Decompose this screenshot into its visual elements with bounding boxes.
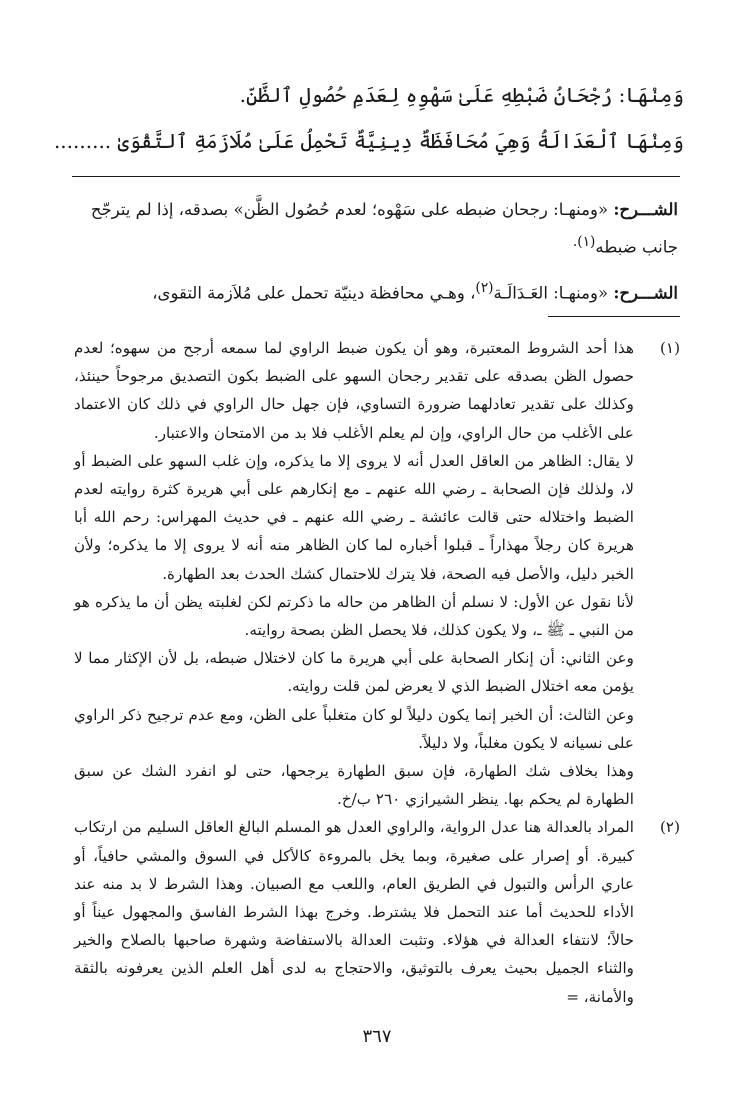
- footnotes: [74, 334, 680, 1011]
- verse-ellipsis: .........: [53, 129, 112, 153]
- footnote-paragraph: هذا أحد الشروط المعتبرة، وهو أن يكون ضبط الراوي لما سمعه أرجح من سهوه؛ لعدم حصول الظن بصدقه على تقدير رجحان السهو على الضبط بكون التصديق مرجوحاً حينئذ، وكذلك على تقدير تعادلهما ضرورة التساوي، فإن جهل حال الراوي في ذلك كان الاعتماد على الأغلب من حال الراوي، وإن لم يعلم الأغلب فلا بد من الامتحان والاعتبار.: [74, 339, 634, 442]
- footnote-paragraph: وهذا بخلاف شك الطهارة، فإن سبق الطهارة يرجحها، حتى لو انفرد الشك عن سبق الطهارة لم يحكم بها. ينظر الشيرازي ٢٦٠ ب/خ.: [74, 762, 634, 809]
- commentary-label: الشـــرح:: [613, 200, 678, 219]
- footnote-divider: [548, 316, 680, 317]
- footnote-1: [74, 334, 680, 813]
- commentary-label: الشـــرح:: [613, 283, 678, 303]
- footnote-ref: (١).: [572, 234, 596, 250]
- footnote-paragraph: لا يقال: الظاهر من العاقل العدل أنه لا يروى إلا ما يذكره، وإن غلب السهو على الضبط أو لا، ولذلك فإن الصحابة ـ رضي الله عنهم ـ مع إنكارهم على أبي هريرة كثرة روايته لعدم الضبط واختلاله حتى قالت عائشة ـ رضي الله عنهم ـ في حديث المهراس: رحم الله أبا هريرة كان رجلاً مهذاراً ـ قبلوا أخباره لما كان الظاهر منه أنه لا يروى إلا ما يذكره؛ ولأن الخبر دليل، والأصل فيه الصحة، فلا يترك للاحتمال كشك الحدث بعد الطهارة.: [74, 451, 634, 583]
- footnote-paragraph: وعن الثالث: أن الخبر إنما يكون دليلاً لو كان متغلباً على الظن، ومع عدم ترجيح ذكر الراوي على نسيانه لا يكون مغلباً، ولا دليلاً.: [74, 705, 634, 752]
- page-number: ٣٦٧: [362, 1026, 392, 1047]
- text-divider: [72, 176, 680, 177]
- verse-text: وَمِنْهَا ٱلْعَدَالَةُ وَهِيَ مُحَافَظَةٌ دِينِيَّةٌ تَحْمِلُ عَلَىٰ مُلَازَمَةِ ٱلتَّقْوَىٰ: [117, 129, 684, 153]
- footnote-number: (١): [659, 339, 680, 357]
- footnote-paragraph: المراد بالعدالة هنا عدل الرواية، والراوي العدل هو المسلم البالغ العاقل السليم من ارتكاب كبيرة. أو إصرار على صغيرة، وبما يخل بالمروءة كالأكل في السوق والمشي حافياً، أو عاري الرأس والتبول في الطريق العام، واللعب مع الصبيان. وهذا الشرط لا بد منه عند الأداء للحديث أما عند التحمل فلا يشترط. وخرج بهذا الشرط الفاسق والمجهول عيناً أو حالاً؛ لانتفاء العدالة في هؤلاء. وتثبت العدالة بالاستفاضة وشهرة صاحبها بالصلاح والخير والثناء الجميل بحيث يعرف بالتوثيق، والاحتجاج به لدى أهل العلم الذين يعرفونه بالثقة والأمانة، =: [74, 818, 634, 1006]
- commentary-text: «ومنهـا: العَـدَالَـة: [493, 283, 609, 303]
- footnote-ref: (٢): [475, 280, 494, 296]
- commentary-text: «ومنهـا: رجحان ضبطه على سَهْوه؛ لعدم حُصُول الظَّن» بصدقه، إذا لم يترجّح جانب ضبطه: [90, 200, 678, 257]
- footnote-number: (٢): [659, 818, 680, 837]
- commentary-1: [74, 194, 678, 264]
- commentary-text-continued: ، وهـي محافظة دينيّة تحمل على مُلاَزمة التقوى،: [152, 283, 476, 303]
- verse-line-1: [74, 80, 684, 110]
- verse-line-2: [53, 126, 684, 156]
- footnote-paragraph: لأنا نقول عن الأول: لا نسلم أن الظاهر من حاله ما ذكرتم لكن لغلبته يظن أن ما يذكره هو من النبي ـ ﷺ ـ، ولا يكون كذلك، فلا يحصل الظن بصحة روايته.: [74, 592, 634, 640]
- verse-text: وَمِنْهَا: رُجْحَانُ ضَبْطِهِ عَلَىٰ سَهْوِهِ لِعَدَمِ حُصُولِ ٱلظَّنِّ.: [239, 83, 684, 107]
- footnote-paragraph: وعن الثاني: أن إنكار الصحابة على أبي هريرة ما كان لاختلال ضبطه، بل لأن الإكثار مما لا يؤمن معه اختلال الضبط الذي لا يعرض لمن قلت روايته.: [74, 649, 634, 696]
- commentary-2: [74, 272, 678, 310]
- footnote-2: [74, 813, 680, 1010]
